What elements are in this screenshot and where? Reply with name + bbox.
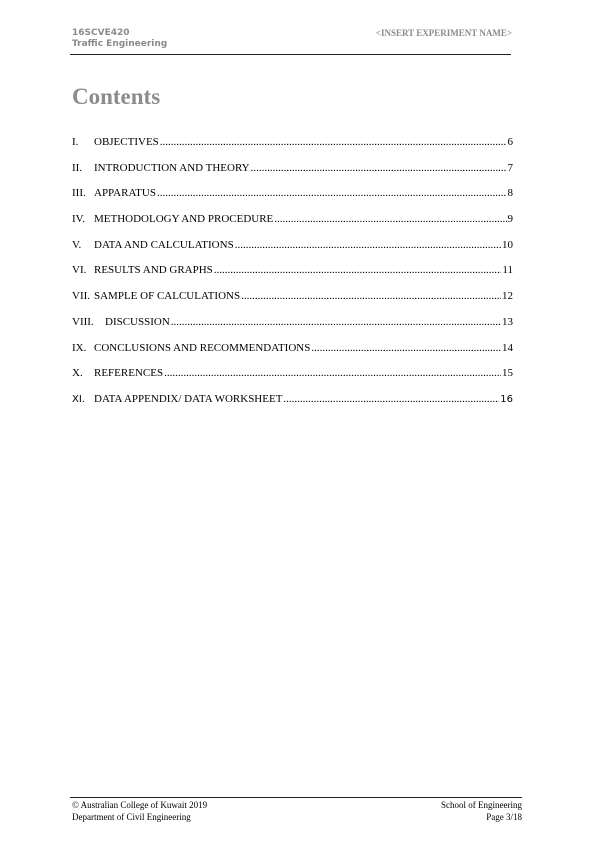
toc-entry-data-calculations[interactable]	[72, 239, 513, 265]
toc-entry-page: 10	[502, 238, 513, 251]
toc-entry-page: 6	[507, 136, 513, 148]
footer-left	[72, 799, 207, 823]
toc-entry-discussion[interactable]	[72, 316, 513, 342]
table-of-contents	[72, 136, 513, 419]
header-course-block	[72, 28, 167, 50]
toc-entry-page: 15	[502, 367, 513, 380]
toc-entry-number: II.	[72, 161, 83, 174]
toc-entry-page: 16	[500, 393, 513, 405]
toc-entry-page: 11	[502, 264, 513, 277]
toc-entry-data-appendix[interactable]	[72, 393, 513, 419]
course-code: 16SCVE420	[72, 28, 130, 38]
toc-entry-results-graphs[interactable]	[72, 264, 513, 290]
footer-school: School of Engineering	[441, 800, 522, 810]
toc-entry-number: XI.	[72, 393, 85, 405]
page-title: Contents	[72, 84, 161, 109]
footer-copyright: © Australian College of Kuwait 2019	[72, 800, 208, 810]
toc-entry-number: VI.	[72, 264, 87, 277]
toc-entry-label: DATA APPENDIX/ DATA WORKSHEET	[94, 392, 283, 405]
toc-entry-number: VII.	[72, 290, 91, 303]
toc-entry-label: SAMPLE OF CALCULATIONS	[94, 290, 241, 303]
toc-entry-page: 7	[507, 161, 513, 174]
toc-dot-leader	[283, 393, 499, 405]
toc-dot-leader	[251, 162, 507, 174]
toc-entry-sample-calculations[interactable]	[72, 290, 513, 316]
toc-entry-label: DISCUSSION	[105, 315, 170, 328]
toc-entry-number: V.	[72, 238, 82, 251]
toc-entry-number: X.	[72, 367, 83, 380]
toc-entry-references[interactable]	[72, 367, 513, 393]
toc-entry-page: 8	[507, 187, 513, 200]
course-name: Traffic Engineering	[72, 39, 168, 49]
toc-entry-label: REFERENCES	[94, 367, 164, 380]
toc-entry-number: III.	[72, 187, 86, 200]
toc-dot-leader	[160, 136, 507, 148]
toc-entry-label: DATA AND CALCULATIONS	[94, 238, 234, 251]
toc-entry-label: APPARATUS	[94, 187, 156, 200]
toc-entry-label: RESULTS AND GRAPHS	[94, 264, 213, 277]
toc-entry-number: IV.	[72, 213, 85, 226]
toc-entry-introduction[interactable]	[72, 162, 513, 188]
toc-entry-label: METHODOLOGY AND PROCEDURE	[94, 213, 274, 226]
toc-dot-leader	[214, 264, 502, 276]
toc-entry-objectives[interactable]	[72, 136, 513, 162]
toc-dot-leader	[241, 290, 501, 302]
footer-page-number: Page 3/18	[486, 812, 522, 822]
footer-department: Department of Civil Engineering	[72, 812, 191, 822]
toc-entry-page: 12	[502, 290, 513, 303]
toc-dot-leader	[235, 239, 501, 251]
header-divider	[70, 54, 511, 55]
toc-entry-page: 9	[507, 213, 513, 226]
toc-entry-methodology[interactable]	[72, 213, 513, 239]
toc-entry-label: OBJECTIVES	[94, 136, 159, 148]
toc-entry-conclusions[interactable]	[72, 342, 513, 368]
toc-entry-number: I.	[72, 136, 79, 148]
toc-dot-leader	[171, 316, 501, 328]
footer-right	[441, 799, 522, 823]
footer-divider	[70, 797, 522, 798]
toc-entry-number: IX.	[72, 341, 87, 354]
toc-entry-page: 13	[502, 315, 513, 328]
toc-entry-label: INTRODUCTION AND THEORY	[94, 161, 250, 174]
toc-dot-leader	[164, 367, 501, 379]
toc-dot-leader	[157, 187, 507, 199]
toc-dot-leader	[311, 342, 501, 354]
experiment-name-placeholder: <INSERT EXPERIMENT NAME>	[375, 28, 512, 38]
toc-entry-apparatus[interactable]	[72, 187, 513, 213]
toc-entry-label: CONCLUSIONS AND RECOMMENDATIONS	[94, 341, 311, 354]
toc-entry-page: 14	[502, 341, 513, 354]
toc-dot-leader	[274, 213, 506, 225]
toc-entry-number: VIII.	[72, 315, 94, 328]
